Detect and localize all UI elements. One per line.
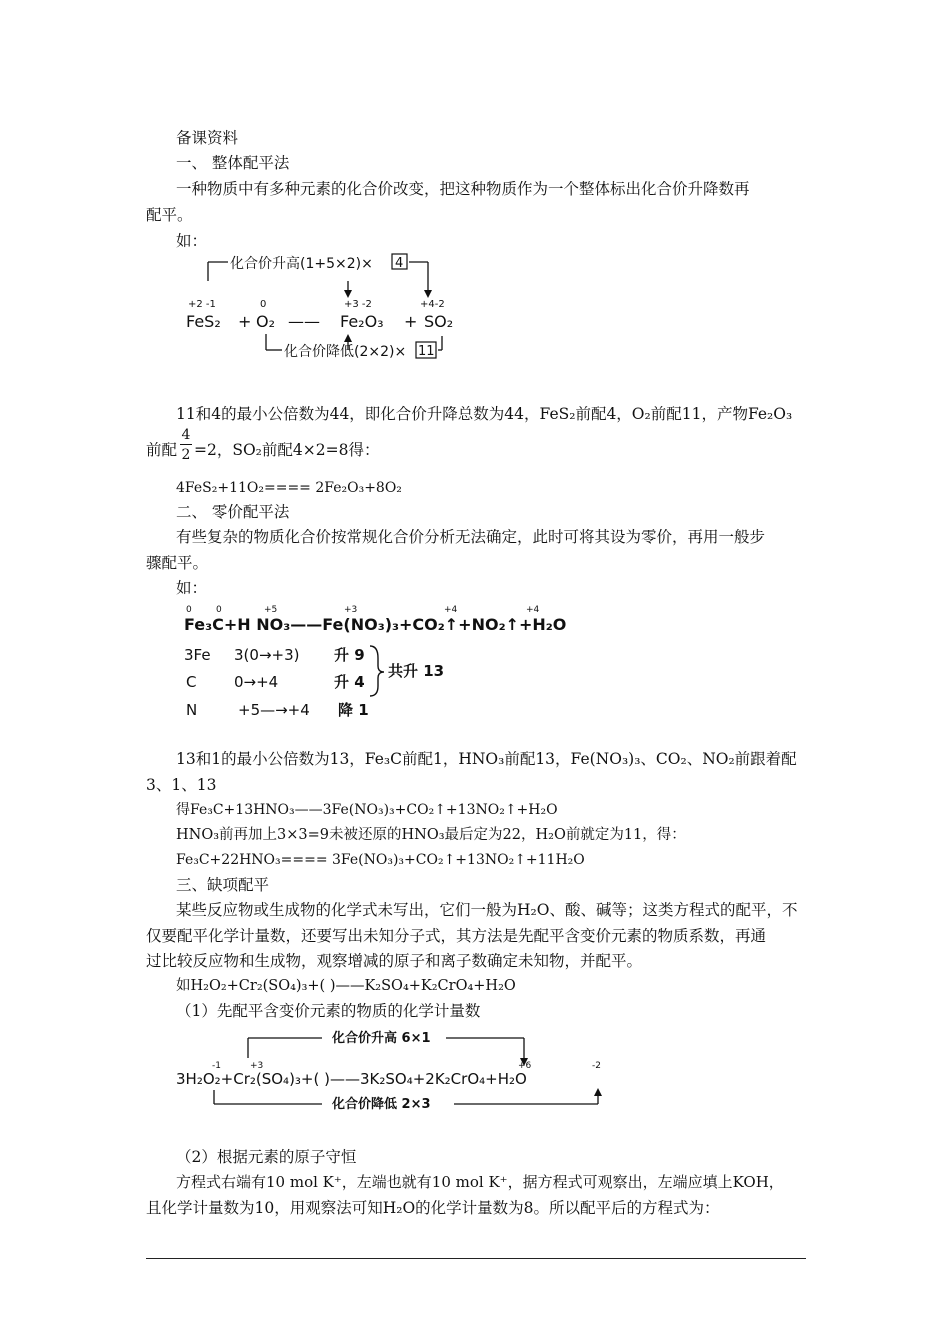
fig2-equation: Fe₃C+H NO₃——Fe(NO₃)₃+CO₂↑+NO₂↑+H₂O [184, 615, 567, 634]
fig2-ox-n: +5 [264, 605, 278, 615]
section-3-paragraph-line-2: 仅要配平化学计量数，还要写出未知分子式，其方法是先配平含变价元素的物质系数，再通 [146, 927, 767, 945]
section-3-paragraph-line-3: 过比较反应物和生成物，观察增减的原子和离子数确定未知物，并配平。 [146, 952, 643, 970]
section-3-paragraph-line-1: 某些反应物或生成物的化学式未写出，它们一般为H₂O、酸、碱等；这类方程式的配平，不 [176, 901, 798, 919]
fig3-bottom-label: 化合价降低 2×3 [332, 1097, 431, 1112]
figure-1-redox-diagram [180, 252, 470, 382]
fig2-row1-element: 3Fe [184, 646, 211, 664]
fig2-brace [370, 646, 384, 696]
fig1-arrow-so2 [424, 290, 432, 298]
fig1-dash: —— [288, 312, 320, 331]
fig2-ox-n4: +4 [526, 605, 540, 615]
section-3-paragraph-2-line-1: 方程式右端有10 mol K⁺，左端也就有10 mol K⁺，据方程式可观察出，左端应填上KOH， [176, 1173, 784, 1191]
section-1-example-label: 如： [176, 232, 208, 250]
fig1-arrow-fe2o3 [344, 290, 352, 298]
section-2-balanced-equation: Fe₃C+22HNO₃==== 3Fe(NO₃)₃+CO₂↑+13NO₂↑+11H₂O [176, 852, 585, 868]
fig3-arrow-up [594, 1088, 602, 1096]
fig1-ox-so2: +4-2 [420, 299, 445, 310]
fig2-row2-change: 0→+4 [234, 673, 279, 691]
section-2-paragraph-2-line-2: 3、1、13 [146, 776, 217, 794]
fig2-ox-fe3: +3 [344, 605, 358, 615]
fig2-row2-result: 升 4 [334, 673, 365, 691]
section-3-step-1: （1）先配平含变价元素的物质的化学计量数 [176, 1002, 481, 1020]
footer-rule [146, 1258, 806, 1259]
fig1-plus-2: + [404, 312, 418, 331]
fig2-row1-change: 3(0→+3) [234, 646, 300, 664]
fig1-top-label: 化合价升高(1+5×2)× [230, 256, 373, 272]
fig2-row2-element: C [186, 673, 197, 691]
fig3-ox-o-right: -2 [592, 1061, 601, 1071]
section-3-paragraph-2-line-2: 且化学计量数为10，用观察法可知H₂O的化学计量数为8。所以配平后的方程式为： [146, 1199, 720, 1217]
section-3-heading: 三、缺项配平 [176, 876, 270, 894]
figure-3-svg [172, 1022, 612, 1122]
section-1-balanced-equation: 4FeS₂+11O₂==== 2Fe₂O₃+8O₂ [176, 480, 402, 496]
fig2-row3-change: +5—→+4 [238, 701, 310, 719]
fig3-ox-cr-right: +6 [518, 1061, 532, 1071]
fraction-numerator: 4 [181, 427, 191, 443]
fig2-ox-c4: +4 [444, 605, 458, 615]
document-title: 备课资料 [176, 129, 239, 147]
fig1-top-box-value: 4 [395, 256, 404, 271]
section-2-heading: 二、 零价配平法 [176, 503, 290, 521]
section-2-intermediate-equation: 得Fe₃C+13HNO₃——3Fe(NO₃)₃+CO₂↑+13NO₂↑+H₂O [176, 802, 558, 818]
section-2-paragraph-line-2: 骤配平。 [146, 554, 209, 572]
fig1-fe2o3: Fe₂O₃ [340, 312, 384, 331]
section-2-paragraph-line-1: 有些复杂的物质化合价按常规化合价分析无法确定，此时可将其设为零价，再用一般步 [176, 528, 766, 546]
section-1-paragraph-2-line-2b: =2，SO₂前配4×2=8得： [194, 441, 380, 459]
figure-2-svg [180, 600, 650, 725]
fig1-arrow-up [344, 334, 352, 342]
section-2-paragraph-4: HNO₃前再加上3×3=9未被还原的HNO₃最后定为22，H₂O前就定为11，得： [176, 827, 686, 843]
fig3-ox-cr-left: +3 [250, 1061, 264, 1071]
fig1-ox-o2: 0 [260, 299, 267, 310]
fig3-top-label: 化合价升高 6×1 [332, 1031, 431, 1046]
section-3-example-equation: 如H₂O₂+Cr₂(SO₄)₃+( )——K₂SO₄+K₂CrO₄+H₂O [176, 978, 516, 994]
section-1-paragraph-line-1: 一种物质中有多种元素的化合价改变，把这种物质作为一个整体标出化合价升降数再 [176, 180, 750, 198]
section-2-paragraph-2-line-1: 13和1的最小公倍数为13，Fe₃C前配1，HNO₃前配13，Fe(NO₃)₃、CO₂、NO₂前跟着配 [176, 750, 797, 768]
fig1-bottom-label: 化合价降低(2×2)× [284, 344, 407, 360]
section-1-heading: 一、 整体配平法 [176, 154, 290, 172]
section-1-paragraph-2-line-2a: 前配 [146, 441, 178, 459]
fig3-ox-o-left: -1 [212, 1061, 221, 1071]
fig2-row3-element: N [186, 701, 198, 719]
fig3-equation: 3H₂O₂+Cr₂(SO₄)₃+( )——3K₂SO₄+2K₂CrO₄+H₂O [176, 1070, 527, 1088]
section-1-paragraph-2-line-1: 11和4的最小公倍数为44，即化合价升降总数为44，FeS₂前配4，O₂前配11，产物Fe₂O₃ [176, 405, 793, 423]
fig2-brace-label: 共升 13 [388, 662, 445, 680]
section-3-step-2: （2）根据元素的原子守恒 [176, 1148, 357, 1166]
fraction-bar [180, 444, 192, 445]
fig2-row3-result: 降 1 [338, 701, 369, 719]
fig1-ox-fes2: +2 -1 [188, 299, 216, 310]
section-2-example-label: 如： [176, 579, 208, 597]
figure-1-svg [180, 252, 470, 382]
section-1-paragraph-line-2: 配平。 [146, 206, 193, 224]
fig1-fes2: FeS₂ [186, 312, 221, 331]
fig2-ox-fe: 0 [186, 605, 192, 615]
figure-3-redox-diagram [172, 1022, 612, 1122]
fig2-ox-c: 0 [216, 605, 222, 615]
fraction-denominator: 2 [181, 447, 191, 463]
fig1-ox-fe2o3: +3 -2 [344, 299, 372, 310]
fig1-so2: SO₂ [424, 312, 454, 331]
fig1-plus-1: + [238, 312, 252, 331]
fig2-row1-result: 升 9 [334, 646, 365, 664]
fig1-o2: O₂ [256, 312, 276, 331]
fig1-bottom-box-value: 11 [418, 344, 435, 359]
figure-2-redox-diagram [180, 600, 650, 725]
